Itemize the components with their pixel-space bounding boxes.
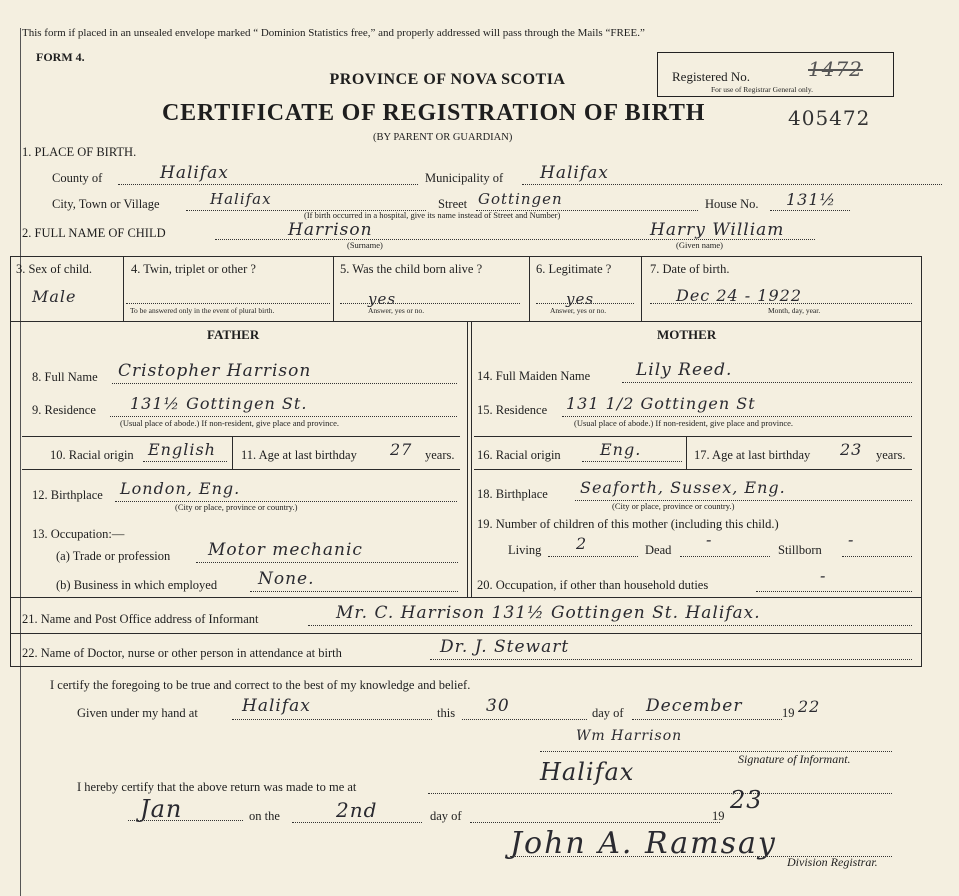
dead-value: -	[706, 530, 713, 549]
rule-father-age-split	[232, 436, 233, 469]
informant-signature-label: Signature of Informant.	[738, 752, 851, 766]
father-name-value: Cristopher Harrison	[118, 361, 312, 381]
month-value: December	[646, 696, 743, 716]
twin-note: To be answered only in the event of plural birth.	[130, 306, 275, 315]
father-age-label: 11. Age at last birthday	[241, 448, 357, 462]
informant-signature: Wm Harrison	[576, 728, 683, 744]
father-occupation-label: 13. Occupation:—	[32, 527, 125, 541]
father-birthplace-label: 12. Birthplace	[32, 488, 103, 502]
stamped-number: 405472	[788, 106, 871, 130]
father-business-line	[250, 591, 458, 592]
county-label: County of	[52, 171, 103, 185]
registrar-use-note: For use of Registrar General only.	[711, 85, 813, 94]
rule-bottom-details	[10, 321, 922, 322]
left-margin-rule	[20, 28, 21, 896]
alive-value: yes	[368, 290, 397, 308]
date-line	[650, 303, 912, 304]
registrar-day-value: 2nd	[336, 798, 378, 822]
rule-parents-bottom	[10, 597, 922, 598]
informant-line	[308, 625, 912, 626]
mother-residence-value: 131 1/2 Gottingen St	[566, 394, 756, 413]
mother-occupation-value: -	[820, 566, 827, 585]
mother-racial-line	[582, 461, 682, 462]
mother-age-value: 23	[840, 440, 863, 459]
rule-father-age-bottom	[22, 469, 460, 470]
house-value: 131½	[786, 190, 837, 209]
living-value: 2	[576, 534, 588, 553]
mother-name-value: Lily Reed.	[636, 360, 733, 380]
twin-line	[126, 303, 330, 304]
rule-father-age-top	[22, 436, 460, 437]
registrar-month-value: Jan	[140, 795, 183, 823]
street-value: Gottingen	[478, 190, 563, 208]
doctor-label: 22. Name of Doctor, nurse or other person in attendance at birth	[22, 646, 342, 660]
rule-parent-divider-1	[467, 321, 468, 597]
date-label: 7. Date of birth.	[650, 262, 730, 276]
father-racial-value: English	[148, 440, 216, 459]
grid-left-border	[10, 256, 11, 666]
father-trade-line	[196, 562, 458, 563]
certify-statement: I certify the foregoing to be true and correct to the best of my knowledge and belief.	[50, 678, 471, 692]
father-racial-line	[143, 461, 227, 462]
father-residence-line	[110, 416, 457, 417]
given-place-value: Halifax	[242, 696, 311, 716]
day-of-label: day of	[592, 706, 624, 720]
this-label: this	[437, 706, 456, 720]
alive-note: Answer, yes or no.	[368, 306, 425, 315]
date-note: Month, day, year.	[768, 306, 821, 315]
registrar-day-line	[292, 822, 422, 823]
father-birthplace-note: (City or place, province or country.)	[175, 502, 298, 512]
mother-racial-value: Eng.	[600, 440, 642, 459]
rule-informant-bottom	[10, 633, 922, 634]
informant-label: 21. Name and Post Office address of Informant	[22, 612, 259, 626]
living-line	[548, 556, 638, 557]
father-residence-note: (Usual place of abode.) If non-resident, give place and province.	[120, 418, 340, 428]
mother-name-line	[622, 382, 912, 383]
registrar-statement: I hereby certify that the above return was made to me at	[77, 780, 357, 794]
registrar-month-line	[128, 820, 243, 821]
sex-value: Male	[32, 287, 77, 306]
living-label: Living	[508, 543, 542, 557]
stillborn-line	[842, 556, 912, 557]
year-prefix: 19	[782, 706, 795, 720]
father-residence-value: 131½ Gottingen St.	[130, 394, 308, 413]
child-name-label: 2. FULL NAME OF CHILD	[22, 226, 166, 240]
municipality-line	[522, 184, 942, 185]
mother-birthplace-label: 18. Birthplace	[477, 487, 548, 501]
twin-label: 4. Twin, triplet or other ?	[131, 262, 256, 276]
legitimate-label: 6. Legitimate ?	[536, 262, 612, 276]
day-line	[462, 719, 587, 720]
mother-children-label: 19. Number of children of this mother (including this child.)	[477, 517, 779, 531]
rule-mother-age-split	[686, 436, 687, 469]
registered-label: Registered No.	[672, 69, 750, 84]
father-years-label: years.	[425, 448, 455, 462]
mother-residence-line	[562, 416, 912, 417]
registrar-month2-line	[470, 822, 720, 823]
mother-birthplace-note: (City or place, province or country.)	[612, 501, 735, 511]
mother-occupation-label: 20. Occupation, if other than household duties	[477, 578, 709, 592]
certificate-subtitle: (BY PARENT OR GUARDIAN)	[373, 132, 513, 143]
registrar-year-value: 23	[730, 786, 763, 814]
father-business-label: (b) Business in which employed	[56, 578, 218, 592]
month-line	[632, 719, 782, 720]
house-label: House No.	[705, 197, 759, 211]
mother-residence-label: 15. Residence	[477, 403, 548, 417]
day-value: 30	[486, 696, 510, 716]
certificate-title: CERTIFICATE OF REGISTRATION OF BIRTH	[162, 100, 706, 126]
father-trade-label: (a) Trade or profession	[56, 549, 171, 563]
mother-racial-label: 16. Racial origin	[477, 448, 561, 462]
child-given-value: Harry William	[650, 220, 785, 240]
father-name-label: 8. Full Name	[32, 370, 98, 384]
mother-birthplace-value: Seaforth, Sussex, Eng.	[580, 478, 786, 497]
year-value: 22	[798, 697, 821, 716]
rule-mother-age-bottom	[474, 469, 912, 470]
father-business-value: None.	[258, 569, 315, 589]
rule-v-3	[529, 256, 530, 321]
registrar-place-line	[428, 793, 892, 794]
registrar-day-of-label: day of	[430, 809, 462, 823]
place-of-birth-heading: 1. PLACE OF BIRTH.	[22, 145, 137, 159]
informant-value: Mr. C. Harrison 131½ Gottingen St. Halifax.	[336, 603, 761, 623]
city-value: Halifax	[210, 190, 272, 208]
father-birthplace-value: London, Eng.	[120, 479, 241, 498]
rule-top-details	[10, 256, 922, 257]
surname-note: (Surname)	[347, 240, 383, 250]
city-label: City, Town or Village	[52, 197, 160, 211]
legitimate-note: Answer, yes or no.	[550, 306, 607, 315]
stillborn-label: Stillborn	[778, 543, 822, 557]
given-name-note: (Given name)	[676, 240, 723, 250]
province-heading: PROVINCE OF NOVA SCOTIA	[329, 71, 566, 88]
county-value: Halifax	[160, 163, 229, 183]
father-residence-label: 9. Residence	[32, 403, 96, 417]
father-trade-value: Motor mechanic	[208, 540, 363, 560]
dead-line	[680, 556, 770, 557]
street-label: Street	[438, 197, 468, 211]
rule-doctor-bottom	[10, 666, 922, 667]
county-line	[118, 184, 418, 185]
registrar-place-value: Halifax	[540, 758, 635, 786]
father-heading: FATHER	[207, 327, 260, 342]
registrar-year-prefix: 19	[712, 809, 725, 823]
sex-label: 3. Sex of child.	[16, 262, 93, 276]
dead-label: Dead	[645, 543, 672, 557]
mother-occupation-line	[756, 591, 912, 592]
father-name-line	[112, 383, 457, 384]
father-racial-label: 10. Racial origin	[50, 448, 134, 462]
stillborn-value: -	[848, 530, 855, 549]
municipality-value: Halifax	[540, 163, 609, 183]
mother-heading: MOTHER	[657, 327, 717, 342]
on-the-label: on the	[249, 809, 280, 823]
hospital-note: (If birth occurred in a hospital, give its name instead of Street and Number)	[304, 210, 561, 220]
alive-label: 5. Was the child born alive ?	[340, 262, 483, 276]
father-age-value: 27	[390, 440, 413, 459]
doctor-value: Dr. J. Stewart	[440, 637, 570, 657]
rule-v-1	[123, 256, 124, 321]
registered-value: 1472	[808, 57, 863, 81]
mother-years-label: years.	[876, 448, 906, 462]
grid-right-border	[921, 256, 922, 666]
legitimate-line	[536, 303, 634, 304]
doctor-line	[430, 659, 912, 660]
rule-v-4	[641, 256, 642, 321]
rule-parent-divider-2	[471, 321, 472, 597]
alive-line	[340, 303, 520, 304]
given-place-line	[232, 719, 432, 720]
legitimate-value: yes	[566, 290, 595, 308]
form-number: FORM 4.	[36, 50, 85, 64]
date-value: Dec 24 - 1922	[676, 286, 802, 305]
municipality-label: Municipality of	[425, 171, 504, 185]
child-surname-value: Harrison	[288, 220, 373, 240]
rule-mother-age-top	[474, 436, 912, 437]
registrar-signature: John A. Ramsay	[510, 826, 777, 861]
mother-name-label: 14. Full Maiden Name	[477, 369, 591, 383]
mail-notice: This form if placed in an unsealed envelope marked “ Dominion Statistics free,” and properly addressed will pass through the Mails “FREE.”	[22, 27, 645, 39]
house-line	[770, 210, 850, 211]
rule-v-2	[333, 256, 334, 321]
mother-age-label: 17. Age at last birthday	[694, 448, 811, 462]
mother-residence-note: (Usual place of abode.) If non-resident, give place and province.	[574, 418, 794, 428]
registrar-signature-label: Division Registrar.	[787, 855, 878, 869]
given-label: Given under my hand at	[77, 706, 198, 720]
